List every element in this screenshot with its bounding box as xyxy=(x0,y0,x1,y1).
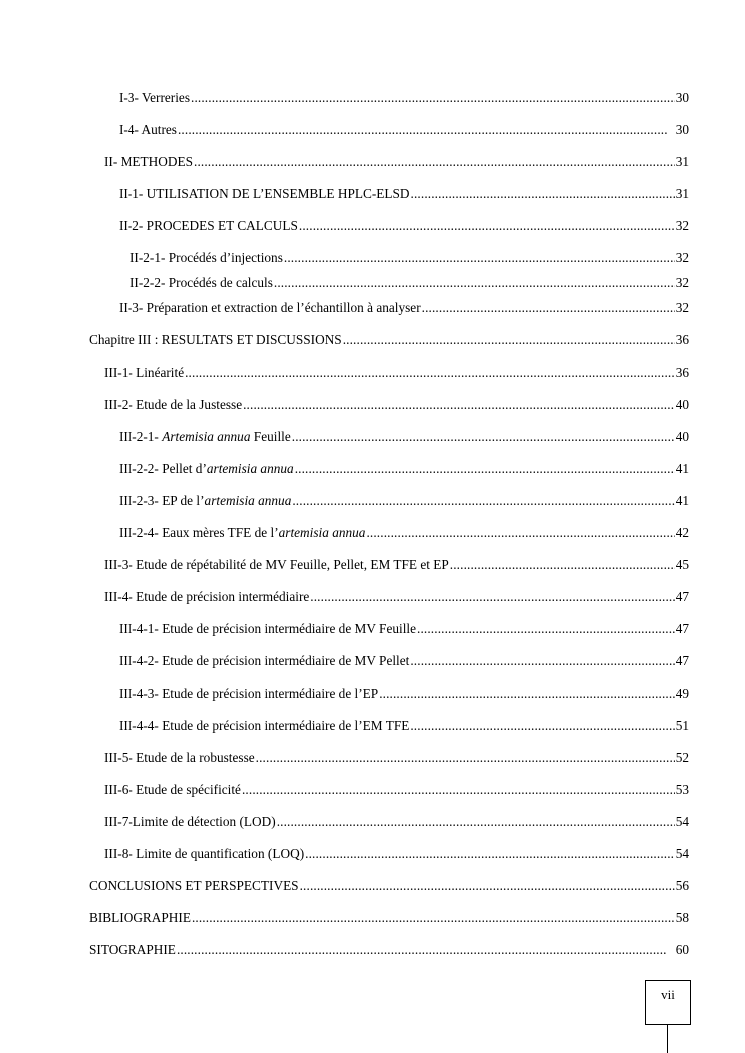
dot-leader xyxy=(417,621,675,637)
dot-leader xyxy=(256,750,675,766)
page-number-box xyxy=(645,980,691,1025)
toc-entry[interactable] xyxy=(89,878,689,894)
toc-label: III-2- Etude de la Justesse xyxy=(104,397,243,412)
toc-label: III-4-1- Etude de précision intermédiaire de MV Feuille xyxy=(119,621,416,636)
dot-leader xyxy=(422,300,675,316)
toc-page-number: 31 xyxy=(675,186,689,201)
toc-page-number: 40 xyxy=(675,397,689,412)
toc-entry[interactable] xyxy=(89,942,689,958)
toc-entry[interactable] xyxy=(119,718,689,734)
dot-leader xyxy=(299,218,675,234)
toc-label: I-4- Autres xyxy=(119,122,177,137)
dot-leader xyxy=(194,154,675,170)
dot-leader xyxy=(274,275,675,291)
toc-page-number: 32 xyxy=(675,275,689,290)
toc-label: III-7-Limite de détection (LOD) xyxy=(104,814,276,829)
toc-entry[interactable] xyxy=(119,493,689,509)
toc-page-number: 53 xyxy=(675,782,689,797)
dot-leader xyxy=(410,653,674,669)
toc-entry[interactable] xyxy=(104,365,689,381)
dot-leader xyxy=(410,718,674,734)
toc-entry[interactable] xyxy=(119,621,689,637)
toc-page-number: 41 xyxy=(675,461,689,476)
toc-page-number: 32 xyxy=(675,250,689,265)
toc-entry[interactable] xyxy=(119,461,689,477)
toc-page-number: 42 xyxy=(675,525,689,540)
toc-page-number: 54 xyxy=(675,846,689,861)
toc-page-number: 40 xyxy=(675,429,689,444)
toc-page-number: 41 xyxy=(675,493,689,508)
toc-page-number: 47 xyxy=(675,653,689,668)
toc-page-number: 47 xyxy=(675,621,689,636)
toc-label: III-8- Limite de quantification (LOQ) xyxy=(104,846,305,861)
toc-page-number: 32 xyxy=(675,218,689,233)
page-number: vii xyxy=(661,987,675,1002)
toc-entry[interactable] xyxy=(130,250,689,266)
toc-page-number: 30 xyxy=(675,90,689,105)
dot-leader xyxy=(178,122,675,138)
dot-leader xyxy=(185,365,675,381)
dot-leader xyxy=(379,686,675,702)
toc-entry[interactable] xyxy=(119,122,689,138)
toc-page-number: 54 xyxy=(675,814,689,829)
toc-entry[interactable] xyxy=(119,653,689,669)
toc-label: III-4-2- Etude de précision intermédiaire de MV Pellet xyxy=(119,653,410,668)
toc-entry[interactable] xyxy=(119,525,689,541)
toc-label: II-2-2- Procédés de calculs xyxy=(130,275,273,290)
toc-entry[interactable] xyxy=(104,814,689,830)
toc-entry[interactable] xyxy=(104,557,689,573)
toc-entry[interactable] xyxy=(119,429,689,445)
toc-page-number: 58 xyxy=(675,910,689,925)
dot-leader xyxy=(450,557,675,573)
dot-leader xyxy=(191,90,675,106)
toc-entry[interactable] xyxy=(104,782,689,798)
toc-entry[interactable] xyxy=(119,218,689,234)
toc-label: BIBLIOGRAPHIE xyxy=(89,910,191,925)
toc-page-number: 32 xyxy=(675,300,689,315)
toc-label: SITOGRAPHIE xyxy=(89,942,176,957)
toc-label: III-4- Etude de précision intermédiaire xyxy=(104,589,310,604)
toc-label: III-4-4- Etude de précision intermédiaire de l’EM TFE xyxy=(119,718,410,733)
dot-leader xyxy=(292,429,675,445)
toc-page-number: 45 xyxy=(675,557,689,572)
dot-leader xyxy=(300,878,675,894)
toc-entry[interactable] xyxy=(89,910,689,926)
toc-page-number: 31 xyxy=(675,154,689,169)
toc-label: II- METHODES xyxy=(104,154,194,169)
toc-label: II-3- Préparation et extraction de l’échantillon à analyser xyxy=(119,300,421,315)
toc-label: III-2-4- Eaux mères TFE de l’artemisia annua xyxy=(119,525,366,540)
toc-label: III-1- Linéarité xyxy=(104,365,185,380)
toc-label: II-2-1- Procédés d’injections xyxy=(130,250,283,265)
toc-page-number: 36 xyxy=(675,365,689,380)
toc-entry[interactable] xyxy=(104,154,689,170)
dot-leader xyxy=(277,814,675,830)
dot-leader xyxy=(284,250,675,266)
toc-entry[interactable] xyxy=(130,275,689,291)
toc-label: III-4-3- Etude de précision intermédiaire de l’EP xyxy=(119,686,379,701)
toc-entry[interactable] xyxy=(119,90,689,106)
dot-leader xyxy=(242,782,675,798)
dot-leader xyxy=(295,461,675,477)
page-box-connector xyxy=(667,1024,668,1053)
toc-entry[interactable] xyxy=(104,750,689,766)
dot-leader xyxy=(366,525,674,541)
toc-entry[interactable] xyxy=(119,300,689,316)
toc-entry[interactable] xyxy=(104,589,689,605)
toc-label: III-2-1- Artemisia annua Feuille xyxy=(119,429,291,444)
toc-label: I-3- Verreries xyxy=(119,90,191,105)
toc-label: II-1- UTILISATION DE L’ENSEMBLE HPLC-ELSD xyxy=(119,186,410,201)
toc-page-number: 49 xyxy=(675,686,689,701)
toc-entry[interactable] xyxy=(89,332,689,348)
toc-label: CONCLUSIONS ET PERSPECTIVES xyxy=(89,878,299,893)
dot-leader xyxy=(343,332,675,348)
toc-label: III-5- Etude de la robustesse xyxy=(104,750,255,765)
dot-leader xyxy=(177,942,675,958)
toc-page-number: 30 xyxy=(675,122,689,137)
dot-leader xyxy=(243,397,675,413)
toc-page-number: 47 xyxy=(675,589,689,604)
toc-label: II-2- PROCEDES ET CALCULS xyxy=(119,218,298,233)
toc-entry[interactable] xyxy=(104,397,689,413)
toc-entry[interactable] xyxy=(104,846,689,862)
dot-leader xyxy=(292,493,674,509)
toc-label: III-6- Etude de spécificité xyxy=(104,782,241,797)
dot-leader xyxy=(310,589,674,605)
toc-page-number: 52 xyxy=(675,750,689,765)
dot-leader xyxy=(305,846,675,862)
toc-label: III-2-3- EP de l’artemisia annua xyxy=(119,493,292,508)
toc-label: III-2-2- Pellet d’artemisia annua xyxy=(119,461,294,476)
toc-page-number: 51 xyxy=(675,718,689,733)
dot-leader xyxy=(411,186,675,202)
toc-page-number: 36 xyxy=(675,332,689,347)
dot-leader xyxy=(192,910,675,926)
toc-entry[interactable] xyxy=(119,686,689,702)
toc-label: Chapitre III : RESULTATS ET DISCUSSIONS xyxy=(89,332,342,347)
toc-entry[interactable] xyxy=(119,186,689,202)
toc-label: III-3- Etude de répétabilité de MV Feuille, Pellet, EM TFE et EP xyxy=(104,557,449,572)
toc-page-number: 60 xyxy=(675,942,689,957)
toc-page-number: 56 xyxy=(675,878,689,893)
